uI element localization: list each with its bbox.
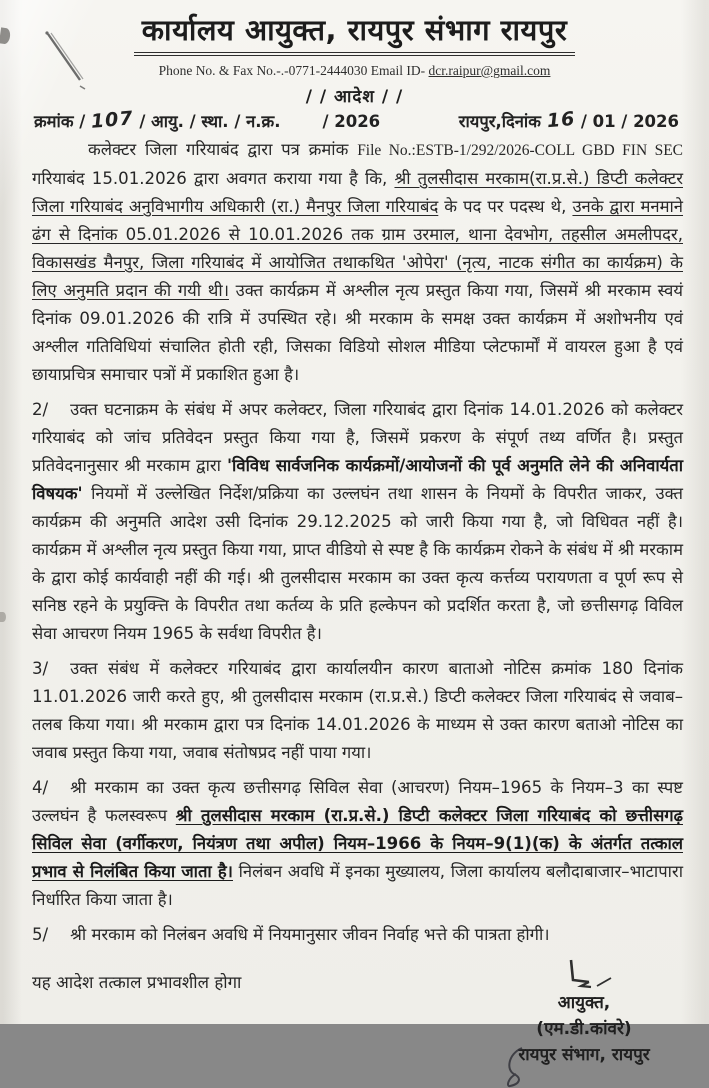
paragraph-text: श्री तुलसीदास मरकाम(रा.प्र.से.) डिप्टी कलेक्टर जिला गरियाबंद अनुविभागीय अधिकारी (रा.) मैनपुर जिला गरियाबंद [32, 169, 683, 216]
paragraph-number: 5/ [32, 925, 49, 944]
handwritten-date-day: 16 [545, 107, 576, 133]
paragraph-text: उक्त कार्यक्रम में अश्लील नृत्य प्रस्तुत किया गया, जिसमें श्री मरकाम स्वयं दिनांक 09.01.2026 की रात्रि में उपस्थित रहे। श्री मरकाम के समक्ष उक्त कार्यक्रम में अशोभनीय एवं अश्लील गतिविधियां संचालित होती रही, जिसका विडियो सोशल मीडिया प्लेटफार्मों में वायरल हुआ है एवं छायाप्रचित्र समाचार पत्रों में प्रकाशित हुआ है। [32, 281, 684, 384]
email-text: dcr.raipur@gmail.com [428, 63, 551, 78]
paragraph-number: 3/ [32, 659, 49, 678]
ref-year: / 2026 [322, 112, 381, 131]
paragraph-text: के पद पर पदस्थ थे, [438, 197, 573, 216]
reference-number [34, 109, 380, 132]
order-paragraph [32, 921, 683, 949]
paragraph-text: File No.:ESTB-1/292/2026-COLL GBD FIN SEC [357, 142, 683, 159]
paragraph-text: गरियाबंद 15.01.2026 द्वारा अवगत कराया गया है कि, [32, 169, 395, 188]
date-tail: / 01 / 2026 [575, 112, 679, 131]
signatory-designation: आयुक्त, [557, 993, 611, 1013]
signatory-name: (एम.डी.कांवरे) [536, 1019, 632, 1039]
phone-fax-text: Phone No. & Fax No.-.-0771-2444030 Email ID- [158, 63, 429, 78]
paragraph-text: निलंबन अवधि में इनका मुख्यालय, जिला कार्यालय बलौदाबाजार–भाटापारा निर्धारित किया जाता है। [32, 862, 683, 909]
order-paragraph [32, 136, 683, 389]
signatory-office-text: रायपुर संभाग, रायपुर [518, 1045, 650, 1065]
place-and-date [459, 109, 679, 132]
paragraph-number: 2/ [32, 400, 49, 419]
order-paragraph [32, 655, 683, 767]
signatory-office [518, 1042, 649, 1068]
paragraph-text: श्री मरकाम का उक्त कृत्य छत्तीसगढ़ सिविल सेवा (आचरण) नियम–1965 के नियम–3 का स्पष्ट उल्लघंन है फलस्वरूप [32, 778, 683, 825]
order-heading: / / आदेश / / [305, 87, 404, 107]
signature-block [489, 956, 679, 1068]
ref-middle: / आयु. / स्था. / न.क्र. [133, 112, 281, 131]
paragraph-text: उनके द्वारा मनमाने ढंग से दिनांक 05.01.2026 से 10.01.2026 तक ग्राम उरमाल, थाना देवभोग, तहसील अमलीपदर, विकासखंड मैनपुर, जिला गरियाबंद में आयोजित तथाकथित 'ओपेरा' (नृत्य, नाटक संगीत का कार्यक्रम) के लिए अनुमति प्रदान की गयी थी। [32, 197, 684, 300]
paragraph-text: उक्त संबंध में कलेक्टर गरियाबंद द्वारा कार्यालयीन कारण बाताओ नोटिस क्रमांक 180 दिनांक 11.01.2026 जारी करते हुए, श्री तुलसीदास मरकाम (रा.प्र.से.) डिप्टी कलेक्टर जिला गरियाबंद से जवाब–तलब किया गया। श्री मरकाम द्वारा पत्र दिनांक 14.01.2026 के माध्यम से उक्त कारण बताओ नोटिस का जवाब प्रस्तुत किया गया, जवाब संतोषप्रद नहीं पाया गया। [32, 659, 683, 762]
reference-row [0, 107, 709, 132]
closing-row [0, 956, 709, 1068]
contact-line [0, 63, 709, 79]
order-paragraph [32, 774, 683, 914]
paragraph-number: 4/ [32, 778, 49, 797]
handwritten-ref-number: 107 [90, 107, 135, 133]
order-body [0, 132, 709, 949]
paragraph-text: 'विविध सार्वजनिक कार्यक्रमों/आयोजनों की पूर्व अनुमति लेने की अनिवार्यता विषयक' [32, 456, 683, 503]
ref-prefix: क्रमांक / [34, 112, 91, 131]
paragraph-text: उक्त घटनाक्रम के संबंध में अपर कलेक्टर, जिला गरियाबंद द्वारा दिनांक 14.01.2026 को कलेक्टर गरियाबंद को जांच प्रतिवेदन प्रस्तुत किया गया है, जिसमें प्रकरण के संपूर्ण तथ्य वर्णित है। प्रस्तुत प्रतिवेदनानुसार श्री मरकाम द्वारा [32, 400, 683, 475]
signature-scribble-mark [504, 1044, 530, 1088]
paragraph-text: कलेक्टर जिला गरियाबंद द्वारा पत्र क्रमांक [88, 140, 358, 159]
paragraph-text: श्री तुलसीदास मरकाम (रा.प्र.से.) डिप्टी कलेक्टर जिला गरियाबंद को छत्तीसगढ़ सिविल सेवा (वर्गीकरण, नियंत्रण तथा अपील) नियम–1966 के नियम–9(1)(क) के अंतर्गत तत्काल प्रभाव से निलंबित किया जाता है। [32, 806, 683, 881]
paragraph-text: श्री मरकाम को निलंबन अवधि में नियमानुसार जीवन निर्वाह भत्ते की पात्रता होगी। [70, 925, 550, 944]
closing-line: यह आदेश तत्काल प्रभावशील होगा [32, 972, 242, 992]
date-prefix: रायपुर,दिनांक [458, 112, 547, 131]
office-title: कार्यालय आयुक्त, रायपुर संभाग रायपुर [134, 10, 575, 56]
letterhead [0, 0, 709, 132]
order-paragraph [32, 396, 683, 648]
signature-ink-mark [549, 958, 619, 992]
paragraph-text: नियमों में उल्लेखित निर्देश/प्रक्रिया का उल्लघंन तथा शासन के नियमों के विपरीत जाकर, उक्त कार्यक्रम की अनुमति आदेश उसी दिनांक 29.12.2025 को जारी किया गया है, जो विधिवत नहीं है। कार्यक्रम में अश्लील नृत्य प्रस्तुत किया गया, प्राप्त वीडियो से स्पष्ट है कि कार्यक्रम रोकने के संबंध में श्री मरकाम के द्वारा कोई कार्यवाही नहीं की गई। श्री तुलसीदास मरकाम का उक्त कृत्य कर्त्तव्य परायणता व पूर्ण रूप से सनिष्ठ रहने के प्रयुक्त्ति के विपरीत तथा कर्तव्य के प्रति हल्केपन को प्रदर्शित करता है, जो छत्तीसगढ़ विविल सेवा आचरण नियम 1965 के सर्वथा विपरीत है। [32, 484, 683, 643]
